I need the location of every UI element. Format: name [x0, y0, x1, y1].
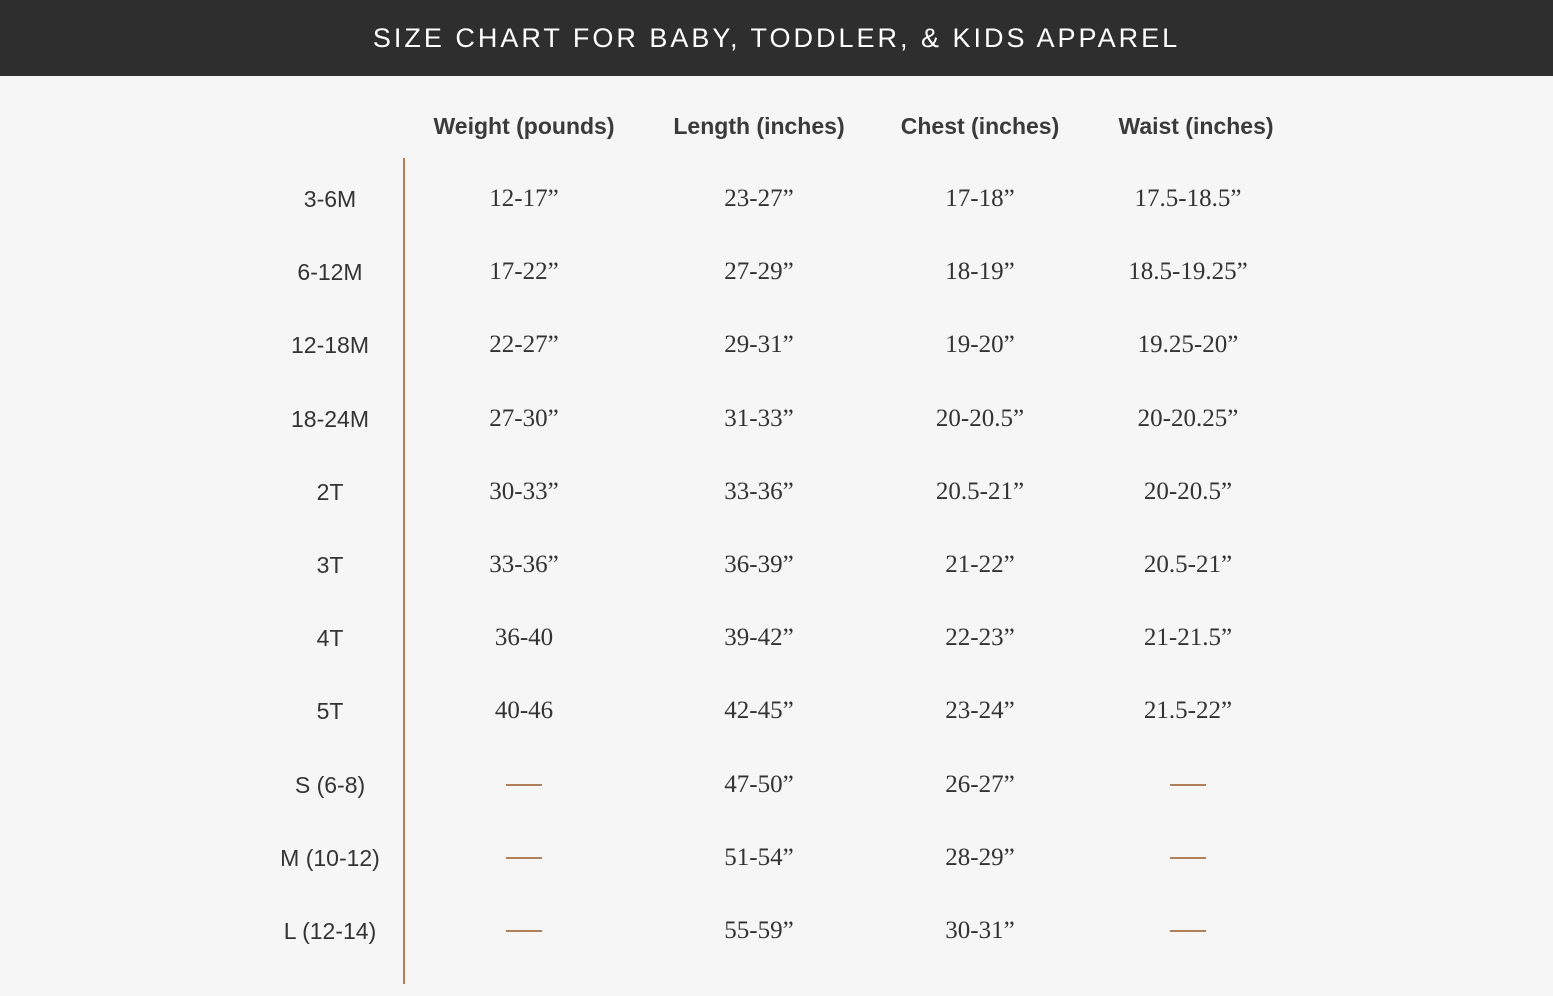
weight-cell: 27-30”	[489, 404, 559, 432]
length-cell: 33-36”	[724, 477, 794, 505]
chest-cell: 30-31”	[945, 916, 1015, 944]
size-table-body	[0, 163, 1553, 968]
table-row	[0, 675, 1553, 748]
title-banner	[0, 0, 1553, 76]
weight-cell: 22-27”	[489, 331, 559, 359]
table-row	[0, 749, 1553, 822]
length-cell: 42-45”	[724, 697, 794, 725]
length-cell: 51-54”	[724, 843, 794, 871]
size-label: 18-24M	[291, 405, 369, 432]
waist-cell: 21-21.5”	[1143, 624, 1233, 652]
weight-empty-dash	[506, 784, 542, 786]
length-cell: 55-59”	[724, 916, 794, 944]
waist-cell: 20-20.5”	[1143, 477, 1233, 505]
chest-cell: 28-29”	[945, 843, 1015, 871]
waist-cell: 17.5-18.5”	[1134, 185, 1242, 212]
weight-empty-dash	[506, 930, 542, 932]
column-header-weight: Weight (pounds)	[433, 113, 615, 139]
length-cell: 27-29”	[724, 258, 794, 286]
size-label: 3-6M	[303, 186, 357, 212]
chest-cell: 18-19”	[945, 258, 1015, 286]
length-cell: 36-39”	[724, 550, 794, 578]
table-row	[0, 383, 1553, 456]
weight-cell: 40-46	[494, 697, 554, 725]
waist-cell: 20-20.25”	[1137, 404, 1239, 432]
chest-cell: 19-20”	[945, 331, 1015, 359]
table-row	[0, 456, 1553, 529]
weight-empty-dash	[506, 857, 542, 859]
table-row	[0, 895, 1553, 968]
chest-cell: 22-23”	[945, 624, 1015, 652]
waist-cell: 19.25-20”	[1137, 331, 1239, 359]
size-label: 3T	[316, 551, 344, 578]
size-label: 6-12M	[297, 259, 363, 286]
size-label: 2T	[316, 478, 344, 505]
waist-cell: 20.5-21”	[1143, 550, 1233, 578]
length-cell: 29-31”	[724, 331, 794, 359]
chest-cell: 17-18”	[945, 185, 1015, 212]
table-row	[0, 529, 1553, 602]
length-cell: 23-27”	[724, 185, 794, 212]
chest-cell: 21-22”	[945, 550, 1015, 578]
weight-cell: 30-33”	[489, 477, 559, 505]
size-label: S (6-8)	[294, 771, 366, 798]
size-label: L (12-14)	[283, 917, 377, 944]
size-label: M (10-12)	[280, 844, 380, 871]
length-cell: 39-42”	[724, 624, 794, 652]
waist-cell: 18.5-19.25”	[1128, 258, 1248, 286]
page-title: SIZE CHART FOR BABY, TODDLER, & KIDS APPAREL	[372, 22, 1181, 53]
column-header-length: Length (inches)	[673, 113, 845, 139]
weight-cell: 36-40	[494, 624, 554, 652]
chest-cell: 26-27”	[945, 770, 1015, 798]
weight-cell: 33-36”	[489, 550, 559, 578]
size-label: 4T	[316, 625, 344, 652]
length-cell: 31-33”	[724, 404, 794, 432]
waist-empty-dash	[1170, 784, 1206, 786]
chest-cell: 20-20.5”	[935, 404, 1025, 432]
waist-cell: 21.5-22”	[1143, 697, 1233, 725]
table-row	[0, 236, 1553, 309]
column-header-chest: Chest (inches)	[900, 113, 1060, 139]
waist-empty-dash	[1170, 930, 1206, 932]
column-header-waist: Waist (inches)	[1118, 113, 1274, 139]
column-headers	[0, 108, 1553, 144]
table-row	[0, 602, 1553, 675]
waist-empty-dash	[1170, 857, 1206, 859]
weight-cell: 17-22”	[489, 258, 559, 286]
table-row	[0, 163, 1553, 236]
size-label: 12-18M	[291, 332, 369, 359]
chest-cell: 20.5-21”	[935, 477, 1025, 505]
chest-cell: 23-24”	[945, 697, 1015, 725]
table-row	[0, 309, 1553, 382]
weight-cell: 12-17”	[489, 185, 559, 212]
length-cell: 47-50”	[724, 770, 794, 798]
table-row	[0, 822, 1553, 895]
size-label: 5T	[316, 698, 344, 725]
